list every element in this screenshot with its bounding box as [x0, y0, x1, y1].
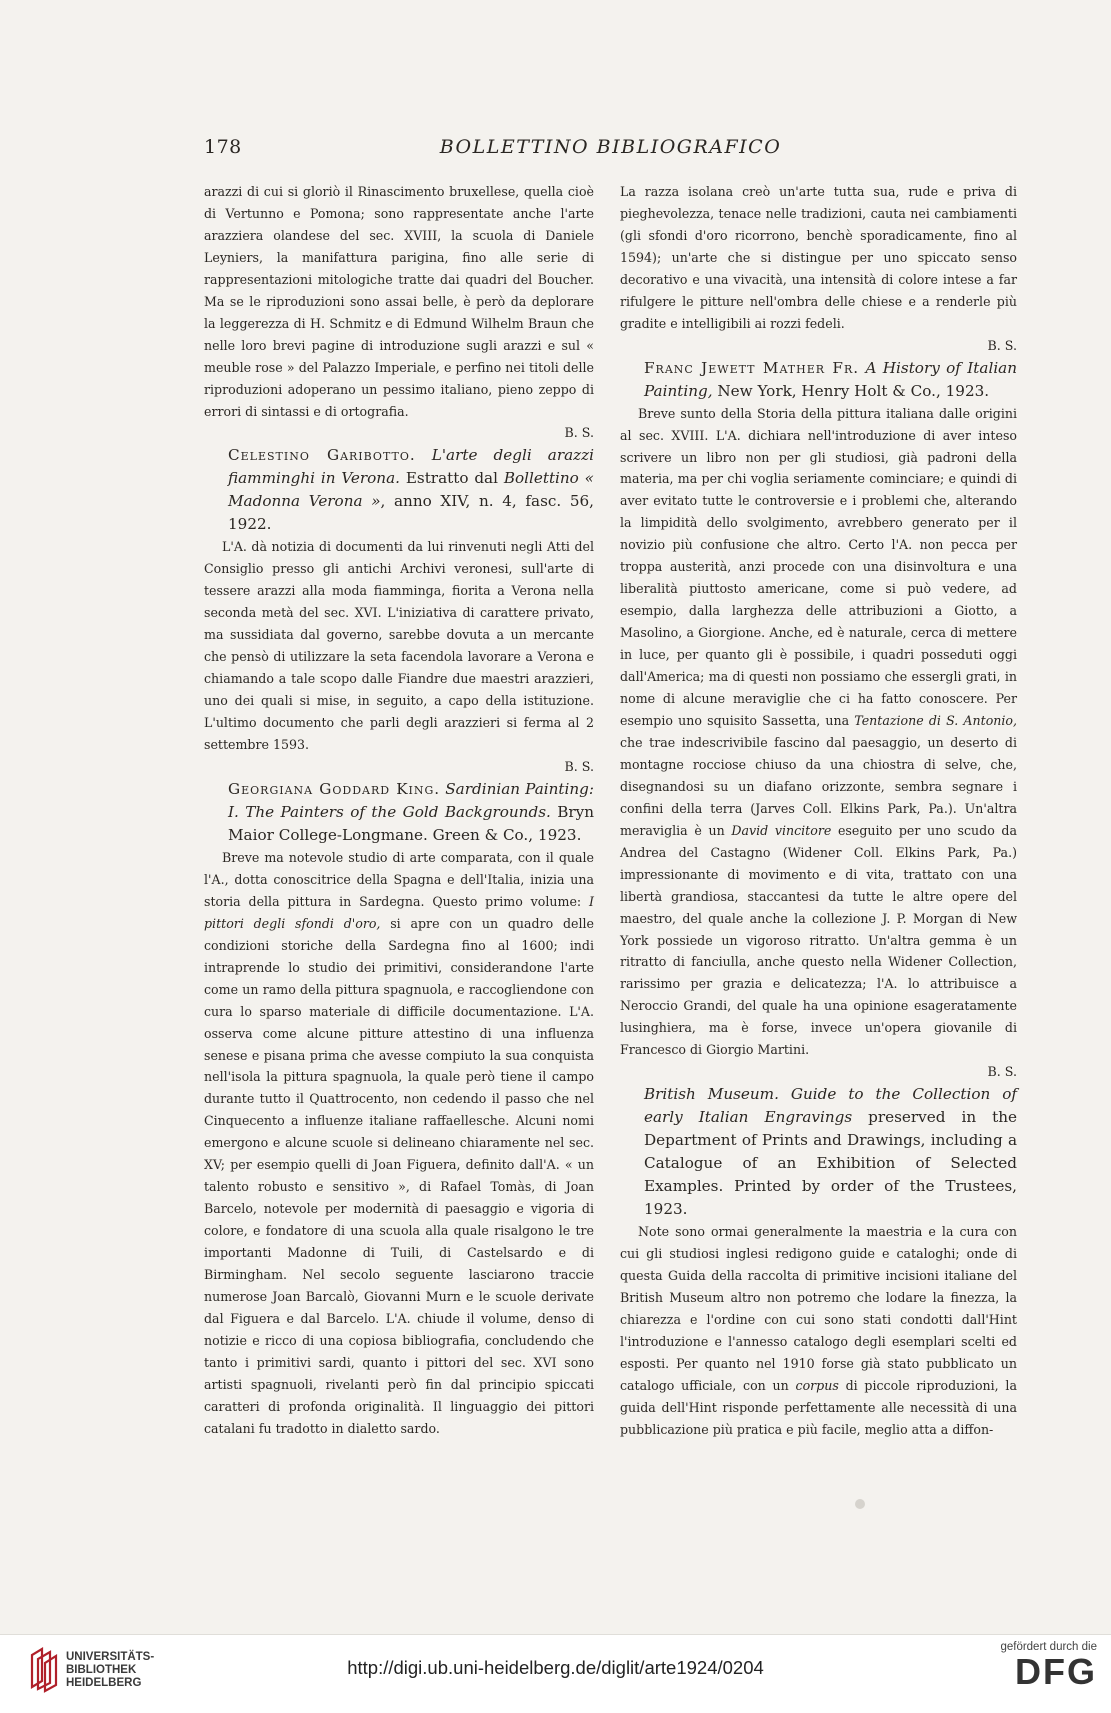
signature: B. S.	[987, 1064, 1017, 1080]
entry-heading	[620, 1083, 1017, 1221]
running-title: BOLLETTINO BIBLIOGRAFICO	[439, 136, 782, 158]
page-number: 178	[204, 136, 242, 158]
library-name: UNIVERSITÄTS- BIBLIOTHEK HEIDELBERG	[66, 1651, 155, 1689]
signature: B. S.	[564, 425, 594, 441]
entry-meta: New York, Henry Holt & Co., 1923.	[717, 381, 990, 400]
entry-meta: preserved in the Department of Prints and Drawings, including a Catalogue of an Exhibition of Selected Examples. Printed by order of the Trustees, 1923.	[644, 1108, 1018, 1219]
entry-author: Georgiana Goddard King.	[228, 779, 441, 798]
entry-heading	[620, 357, 1017, 403]
dfg-logo[interactable]	[977, 1641, 1097, 1691]
entry-meta: Estratto dal	[405, 469, 498, 488]
paragraph: Note sono ormai generalmente la maestria e la cura con cui gli studiosi inglesi redigono guide e cataloghi; onde di questa Guida della raccolta di primitive incisioni italiane del British Museum altro non potremo che lodare la finezza, la chiarezza e l'ordine con cui sono stati condotti dall'Hint l'introduzione e l'annesso catalogo degli esemplari scelti ed esposti. Per quanto nel 1910 forse già stato pubblicato un catalogo ufficiale, con un corpus di piccole riproduzioni, la guida dell'Hint risponde perfettamente alle necessità di una pubblicazione più pratica e più facile, meglio atta a diffon-	[620, 1224, 1017, 1437]
scan-mark	[855, 1499, 865, 1509]
entry-author: Franc Jewett Mather Fr.	[644, 358, 860, 377]
paragraph: L'A. dà notizia di documenti da lui rinvenuti negli Atti del Consiglio presso gli antichi Archivi veronesi, sull'arte di tessere arazzi alla moda fiamminga, fiorita a Verona nella seconda metà del sec. XVI. L'iniziativa di carattere privato, ma sussidiata dal governo, sarebbe dovuta a un mercante che pensò di utilizzare la seta facendola lavorare a Verona e chiamando a tale scopo dalle Fiandre due maestri arazzieri, uno dei quali si mise, in seguito, a capo della istituzione. L'ultimo documento che parli degli arazzieri si ferma al 2 settembre 1593.	[204, 539, 594, 753]
entry-author: Celestino Garibotto.	[228, 446, 416, 465]
permalink-url[interactable]: http://digi.ub.uni-heidelberg.de/diglit/arte1924/0204	[347, 1657, 764, 1678]
viewer-footer	[0, 1634, 1111, 1713]
paragraph: La razza isolana creò un'arte tutta sua, rude e priva di pieghevolezza, tenace nelle tradizioni, cauta nei cambiamenti (gli sfondi d'oro ricorrono, benchè sporadicamente, fino al 1594); un'arte che si distingue per uno spiccato senso decorativo e una vivacità, una intensità di colore intese a far rifulgere le pitture nell'ombra delle chiese e a renderle più gradite e intelligibili ai rozzi fedeli.	[620, 184, 1017, 331]
right-column	[620, 181, 1017, 1441]
entry-title: Sardinian Painting:	[445, 779, 594, 798]
page-header	[204, 136, 1017, 166]
signature: B. S.	[987, 337, 1017, 353]
entry-title: A History of Italian Painting,	[644, 358, 1018, 400]
paragraph: Breve ma notevole studio di arte comparata, con il quale l'A., dotta conoscitrice della Spagna e dell'Italia, inizia una storia della pittura in Sardegna. Questo primo volume: I pittori degli sfondi d'oro, si apre con un quadro delle condizioni storiche della Sardegna fino al 1600; indi intraprende lo studio dei primitivi, considerandone l'arte come un ramo della pittura spagnuola, e raccogliendone con cura lo sparso materiale di difficile documentazione. L'A. osserva come alcune pitture attestino di una influenza senese e pisana prima che avesse compiuto la sua conquista nell'isola la pittura spagnuola, la quale però tiene il campo durante tutto il Quattrocento, non cedendo il passo che nel Cinquecento a influenze italiane raffaellesche. Alcuni nomi emergono e alcune scuole si delineano chiaramente nel sec. XV; per esempio quelli di Joan Figuera, definito dall'A. « un talento robusto e sensitivo », di Rafael Tomàs, di Joan Barcelo, notevole per modernità di paesaggio e vigoria di colore, e fondatore di una scuola alla quale risalgono le tre importanti Madonne di Tuili, di Castelsardo e di Birmingham. Nel secolo seguente lasciarono traccie numerose Joan Barcalò, Giovanni Murn e le scuole derivate dal Figuera e dal Barcelo. L'A. chiude il volume, denso di notizie e ricco di una copiosa bibliografia, concludendo che tanto i primitivi sardi, quanto i pittori del sec. XVI sono artisti spagnuoli, rivelanti però fin dal principio spiccati caratteri di profonda originalità. Il linguaggio dei pittori catalani fu tradotto in dialetto sardo.	[204, 849, 594, 1436]
entry-meta: Bryn Maior College-Longmane. Green & Co., 1923.	[228, 802, 594, 844]
entry-meta: , anno XIV, n. 4, fasc. 56, 1922.	[228, 492, 595, 534]
entry-subtitle: I. The Painters of the Gold Backgrounds.	[228, 802, 551, 821]
paragraph: arazzi di cui si gloriò il Rinascimento bruxellese, quella cioè di Vertunno e Pomona; sono rappresentate anche l'arte arazziera olandese del sec. XVIII, la scuola di Daniele Leyniers, la manifattura parigina, fino alle serie di rappresentazioni mitologiche tratte dai quadri del Boucher. Ma se le riproduzioni sono assai belle, è però da deplorare la leggerezza di H. Schmitz e di Edmund Wilhelm Braun che nelle loro brevi pagine di introduzione sugli arazzi e sul « meuble rose » del Palazzo Imperiale, e perfino nei titoli delle riproduzioni adoperano un pessimo italiano, pieno zeppo di errori di sintassi e di ortografia.	[204, 184, 594, 419]
entry-title: L'arte degli arazzi fiamminghi in Verona.	[228, 446, 594, 488]
entry-heading	[204, 444, 594, 536]
entry-journal: Bollettino « Madonna Verona »	[228, 469, 594, 511]
signature: B. S.	[564, 758, 594, 774]
dfg-caption: gefördert durch die	[1000, 1641, 1097, 1653]
entry-title: British Museum. Guide to the Collection of early Italian Engravings	[644, 1085, 1017, 1127]
entry-heading	[204, 778, 594, 847]
left-column	[204, 181, 594, 1440]
paragraph: Breve sunto della Storia della pittura italiana dalle origini al sec. XVIII. L'A. dichiara nell'introduzione di aver inteso scrivere un libro non per gli studiosi, già padroni della materia, ma per chi voglia seriamente cominciare; e quindi di aver evitato tutte le controversie e i problemi che, alterando la limpidità dello svolgimento, avrebbero generato per il novizio più confusione che altro. Certo l'A. non pecca per troppa austerità, anzi procede con una disinvoltura e una liberalità piuttosto americane, come si può vedere, ad esempio, dalla larghezza delle attribuzioni a Giotto, a Masolino, a Giorgione. Anche, ed è naturale, cerca di mettere in luce, per quanto gli è possibile, i quadri posseduti oggi dall'America; ma di questi non possiamo che essergli grati, in nome di alcune meraviglie che ci ha fatto conoscere. Per esempio uno squisito Sassetta, una Tentazione di S. Antonio, che trae indescrivibile fascino dal paesaggio, un deserto di montagne rocciose chiuso da una chiostra di selve, che, disegnandosi su un diafano orizzonte, sembra segnare i confini della terra (Jarves Coll. Elkins Park, Pa.). Un'altra meraviglia è un David vincitore eseguito per uno scudo da Andrea del Castagno (Widener Coll. Elkins Park, Pa.) impressionante di movimento e di vita, trattato con una libertà grandiosa, staccantesi da tutte le altre opere del maestro, del quale anche la collezione J. P. Morgan di New York possiede un vigoroso ritratto. Un'altra gemma è un ritratto di fanciulla, anche questo nella Widener Collection, rarissimo per grazia e delicatezza; l'A. lo attribuisce a Neroccio Grandi, del quale ha una opinione esageratamente lusinghiera, ma è forse, invece un'opera giovanile di Francesco di Giorgio Martini.	[620, 405, 1018, 1058]
dfg-wordmark: DFG	[1015, 1651, 1097, 1692]
